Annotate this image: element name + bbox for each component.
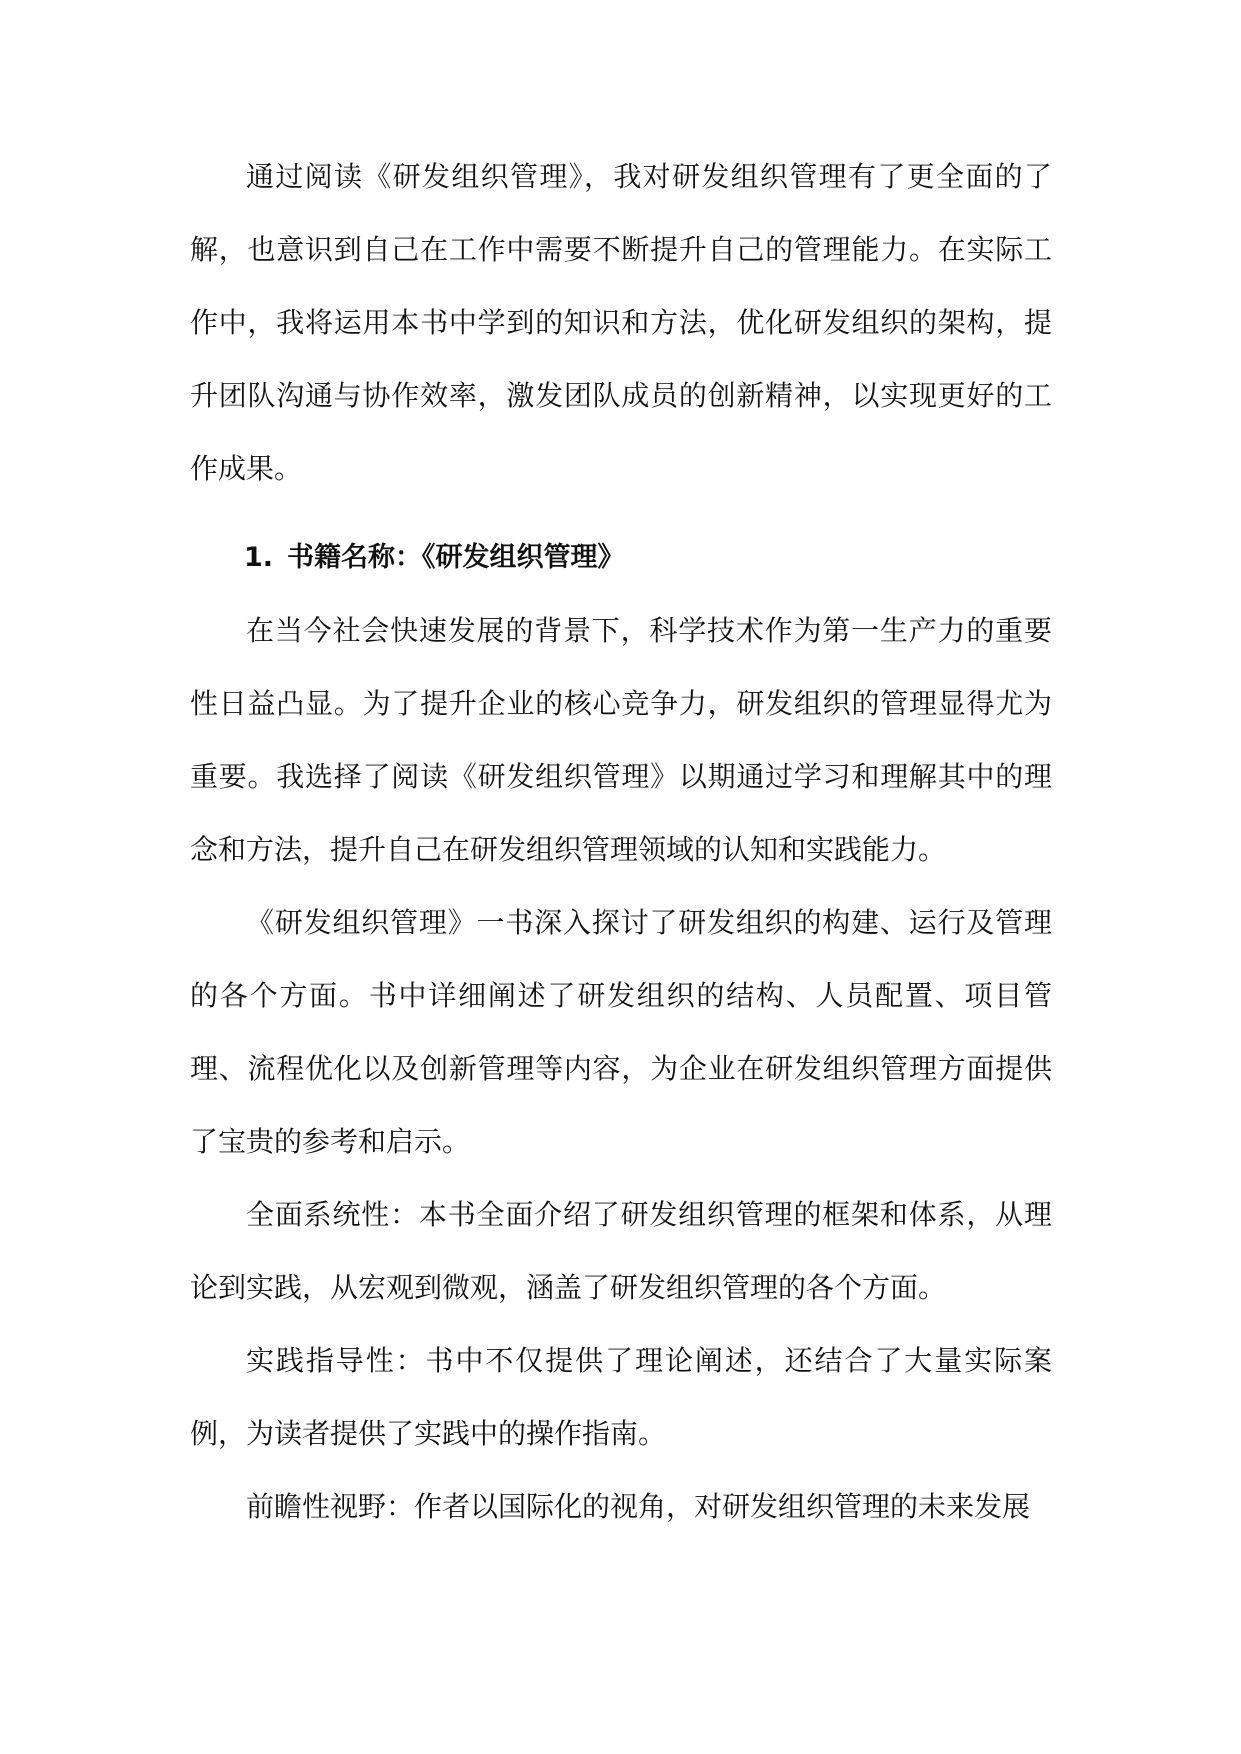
paragraph-background: 在当今社会快速发展的背景下，科学技术作为第一生产力的重要性日益凸显。为了提升企业的核心竞争力，研发组织的管理显得尤为重要。我选择了阅读《研发组织管理》以期通过学习和理解其中的理念和方法，提升自己在研发组织管理领域的认知和实践能力。: [190, 614, 1052, 866]
paragraph-forward-looking: 前瞻性视野：作者以国际化的视角，对研发组织管理的未来发展: [246, 1490, 1031, 1523]
paragraph-book-overview: 《研发组织管理》一书深入探讨了研发组织的构建、运行及管理的各个方面。书中详细阐述了研发组织的结构、人员配置、项目管理、流程优化以及创新管理等内容，为企业在研发组织管理方面提供了宝贵的参考和启示。: [190, 906, 1052, 1158]
paragraph-comprehensive: 全面系统性：本书全面介绍了研发组织管理的框架和体系，从理论到实践，从宏观到微观，涵盖了研发组织管理的各个方面。: [190, 1198, 1052, 1304]
document-body: [190, 140, 1052, 1543]
section-number: 1.: [244, 542, 274, 573]
section-title: 书籍名称：《研发组织管理》: [287, 542, 625, 573]
paragraph-conclusion: 通过阅读《研发组织管理》，我对研发组织管理有了更全面的了解，也意识到自己在工作中需要不断提升自己的管理能力。在实际工作中，我将运用本书中学到的知识和方法，优化研发组织的架构，提升团队沟通与协作效率，激发团队成员的创新精神，以实现更好的工作成果。: [190, 160, 1052, 485]
section-heading: [190, 521, 1052, 594]
paragraph-practical: 实践指导性：书中不仅提供了理论阐述，还结合了大量实际案例，为读者提供了实践中的操作指南。: [190, 1344, 1052, 1450]
